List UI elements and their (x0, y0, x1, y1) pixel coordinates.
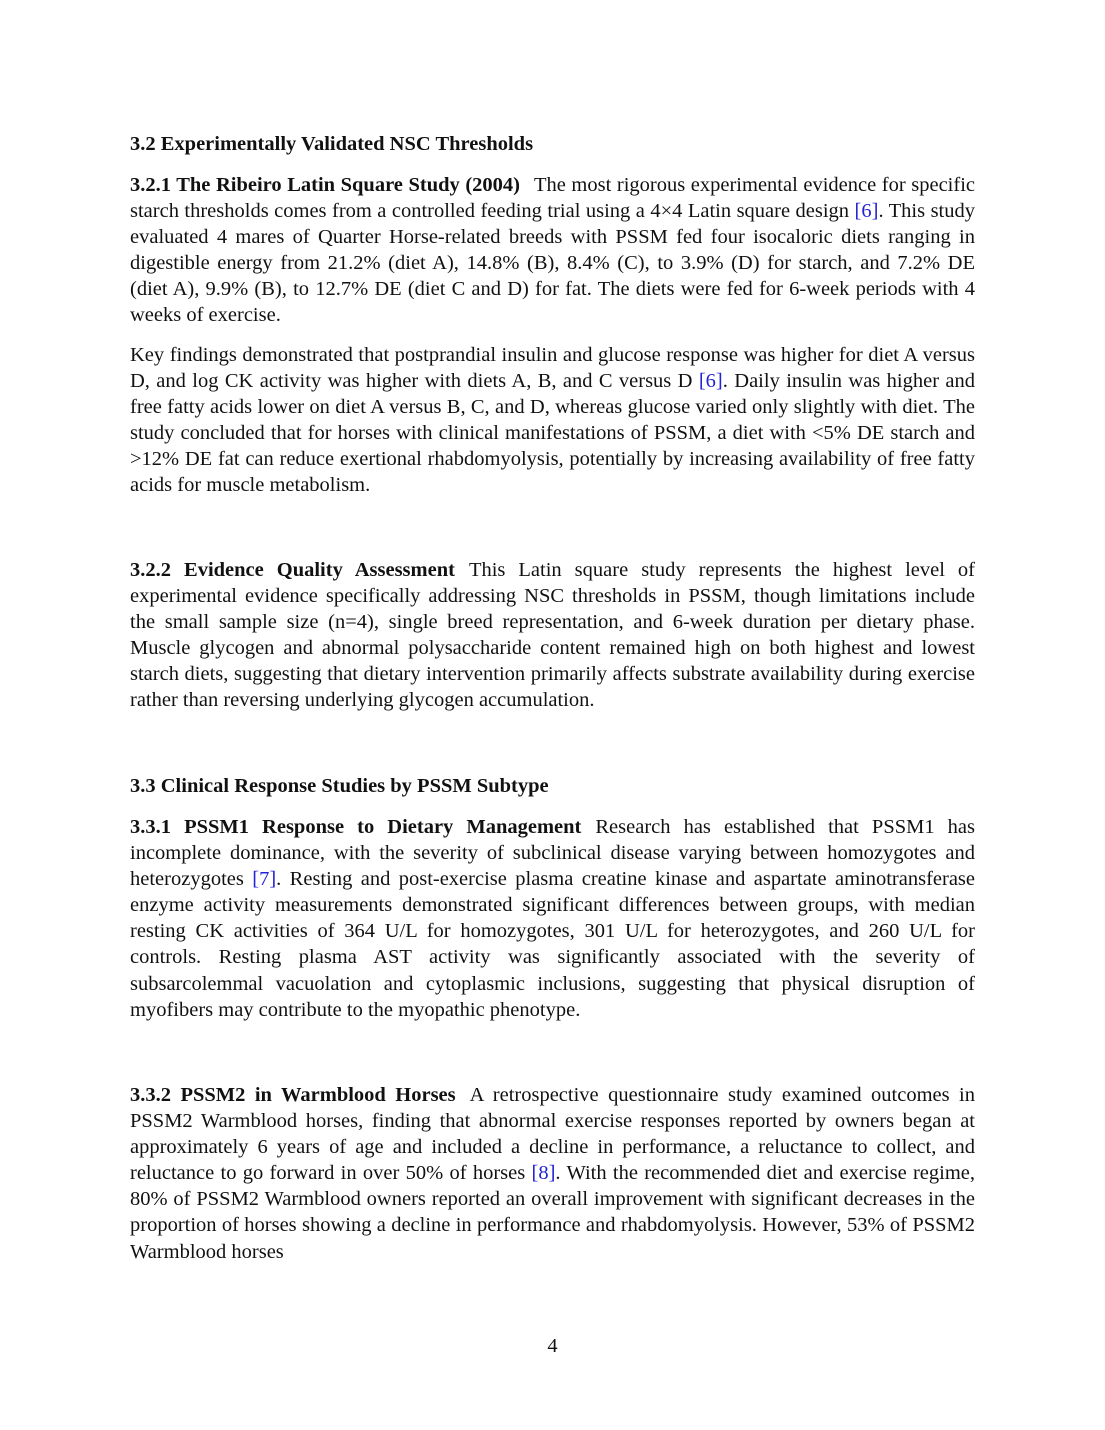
page-number: 4 (547, 1335, 558, 1357)
paragraph-text: This Latin square study represents the highest level of experimental evidence specifically addressing NSC thresholds in PSSM, though limitations include the small sample size (n=4), single breed representation, and 6-week duration per dietary phase. Muscle glycogen and abnormal polysaccharide content remained high on both highest and lowest starch diets, suggesting that dietary intervention primarily affects substrate availability during exercise rather than reversing underlying glycogen accumulation. (130, 559, 975, 712)
paragraph-text: Research has established that PSSM1 has incomplete dominance, with the severity of subclinical disease varying between homozygotes and heterozygotes (130, 816, 975, 891)
paragraph-text: . With the recommended diet and exercise regime, 80% of PSSM2 Warmblood owners reported an overall improvement with significant decreases in the proportion of horses showing a decline in performance and rhabdomyolysis. However, 53% of PSSM2 Warmblood horses (130, 1162, 975, 1263)
paragraph-text: The most rigorous experimental evidence for specific starch thresholds comes from a controlled feeding trial using a 4×4 Latin square design (130, 174, 975, 223)
section-heading-3-2: 3.2 Experimentally Validated NSC Thresholds (130, 133, 534, 155)
subsection-heading-3-2-1: 3.2.1 The Ribeiro Latin Square Study (2004) (130, 174, 520, 196)
paragraph-text: . This study evaluated 4 mares of Quarter Horse-related breeds with PSSM fed four isocaloric diets ranging in digestible energy from 21.2% (diet A), 14.8% (B), 8.4% (C), to 3.9% (D) for starch, and 7.2% DE (diet A), 9.9% (B), to 12.7% DE (diet C and D) for fat. The diets were fed for 6-week periods with 4 weeks of exercise. (130, 200, 975, 327)
subsection-heading-3-3-2: 3.3.2 PSSM2 in Warmblood Horses (130, 1084, 456, 1106)
paragraph-text: A retrospective questionnaire study examined outcomes in PSSM2 Warmblood horses, finding that abnormal exercise responses reported by owners began at approximately 6 years of age and included a decline in performance, a reluctance to collect, and reluctance to go forward in over 50% of horses (130, 1084, 975, 1185)
paragraph-3-3-2 (130, 1082, 975, 1265)
subsection-heading-3-3-1: 3.3.1 PSSM1 Response to Dietary Management (130, 816, 582, 838)
subsection-heading-3-2-2: 3.2.2 Evidence Quality Assessment (130, 559, 455, 581)
paragraph-3-2-1-intro (130, 172, 975, 329)
citation-link-7[interactable]: [7] (252, 868, 277, 891)
paragraph-text: . Resting and post-exercise plasma creatine kinase and aspartate aminotransferase enzyme activity measurements demonstrated significant differences between groups, with median resting CK activities of 364 U/L for homozygotes, 301 U/L for heterozygotes, and 260 U/L for controls. Resting plasma AST activity was significantly associated with the severity of subsarcolemmal vacuolation and cytoplasmic inclusions, suggesting that physical disruption of myofibers may contribute to the myopathic phenotype. (130, 868, 975, 1021)
paragraph-3-2-1-findings (130, 342, 975, 499)
paragraph-3-3-1 (130, 814, 975, 1023)
paragraph-text: . Daily insulin was higher and free fatty acids lower on diet A versus B, C, and D, whereas glucose varied only slightly with diet. The study concluded that for horses with clinical manifestations of PSSM, a diet with <5% DE starch and >12% DE fat can reduce exertional rhabdomyolysis, potentially by increasing availability of free fatty acids for muscle metabolism. (130, 370, 975, 497)
paragraph-3-2-2 (130, 557, 975, 714)
paragraph-text: Key findings demonstrated that postprandial insulin and glucose response was higher for diet A versus D, and log CK activity was higher with diets A, B, and C versus D (130, 344, 975, 393)
citation-link-6[interactable]: [6] (698, 370, 723, 393)
citation-link-8[interactable]: [8] (531, 1162, 556, 1185)
section-heading-3-3: 3.3 Clinical Response Studies by PSSM Subtype (130, 775, 549, 797)
citation-link-6[interactable]: [6] (854, 200, 879, 223)
